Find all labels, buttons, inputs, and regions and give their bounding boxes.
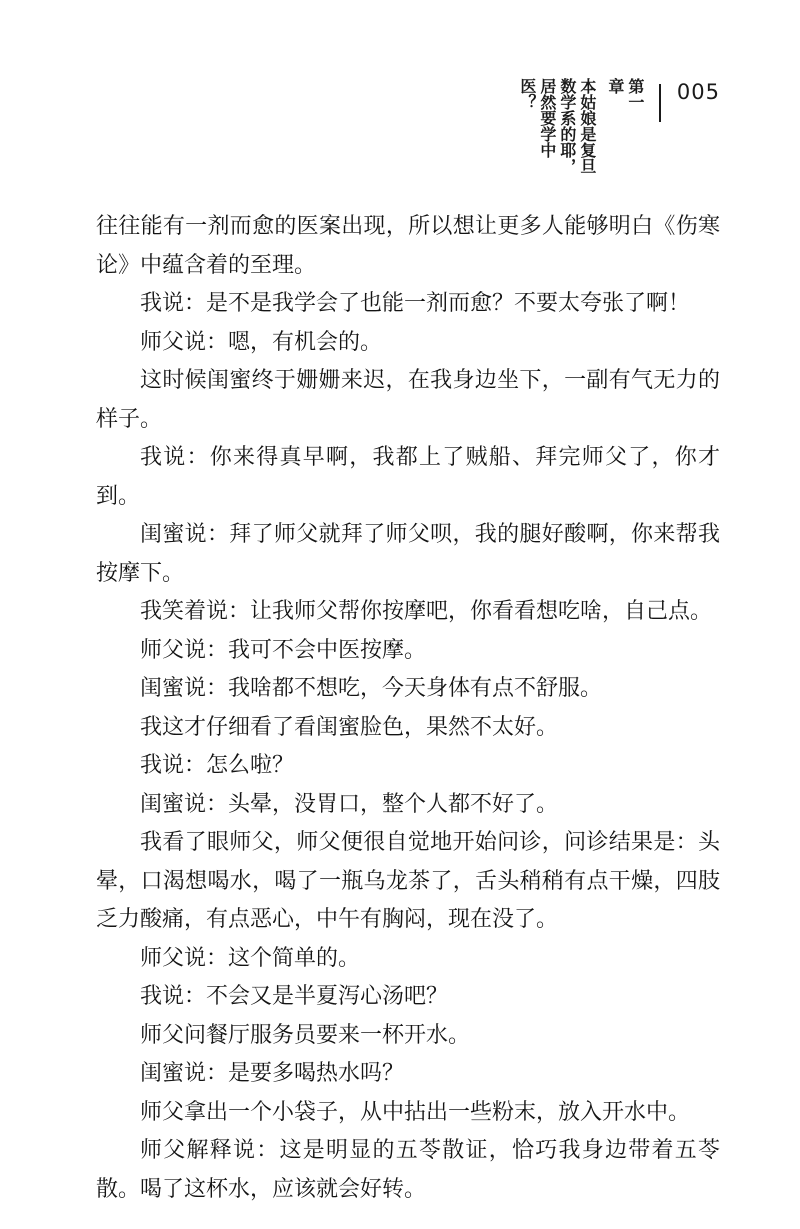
paragraph: 师父解释说：这是明显的五苓散证，恰巧我身边带着五苓散。喝了这杯水，应该就会好转。 [96,1138,720,1202]
paragraph: 闺蜜说：拜了师父就拜了师父呗，我的腿好酸啊，你来帮我按摩下。 [96,522,720,586]
page-number: 005 [676,80,720,104]
chapter-title: 本姑娘是复旦数学系的耶，居然要学中医？ [517,78,597,174]
paragraph: 闺蜜说：是要多喝热水吗？ [140,1061,405,1086]
paragraph: 师父说：这个简单的。 [140,945,361,971]
paragraph: 师父说：嗯，有机会的。 [140,329,383,355]
paragraph: 师父问餐厅服务员要来一杯开水。 [140,1022,471,1048]
paragraph: 我这才仔细看了看闺蜜脸色，果然不太好。 [140,714,559,740]
paragraph: 我笑着说：让我师父帮你按摩吧，你看看想吃啥，自己点。 [140,599,713,624]
paragraph: 师父拿出一个小袋子，从中拈出一些粉末，放入开水中。 [140,1099,691,1125]
body-text [96,208,720,1209]
paragraph: 我说：怎么啦？ [140,753,295,778]
paragraph: 我看了眼师父，师父便很自觉地开始问诊，问诊结果是：头晕，口渴想喝水，喝了一瓶乌龙茶了，舌头稍稍有点干燥，四肢乏力酸痛，有点恶心，中午有胸闷，现在没了。 [96,830,720,932]
paragraph: 这时候闺蜜终于姗姗来迟，在我身边坐下，一副有气无力的样子。 [96,368,720,432]
chapter-label: 第一章 [605,78,645,110]
running-header [515,78,720,228]
paragraph: 我说：你来得真早啊，我都上了贼船、拜完师父了，你才到。 [96,445,720,509]
paragraph: 闺蜜说：我啥都不想吃，今天身体有点不舒服。 [140,676,603,701]
header-divider [659,84,661,122]
paragraph: 往往能有一剂而愈的医案出现，所以想让更多人能够明白《伤寒论》中蕴含着的至理。 [96,214,720,278]
paragraph: 我说：是不是我学会了也能一剂而愈？不要太夸张了啊！ [140,291,691,316]
paragraph: 我说：不会又是半夏泻心汤吧？ [140,984,449,1009]
paragraph: 闺蜜说：头晕，没胃口，整个人都不好了。 [140,791,559,817]
paragraph: 师父说：我可不会中医按摩。 [140,637,427,663]
